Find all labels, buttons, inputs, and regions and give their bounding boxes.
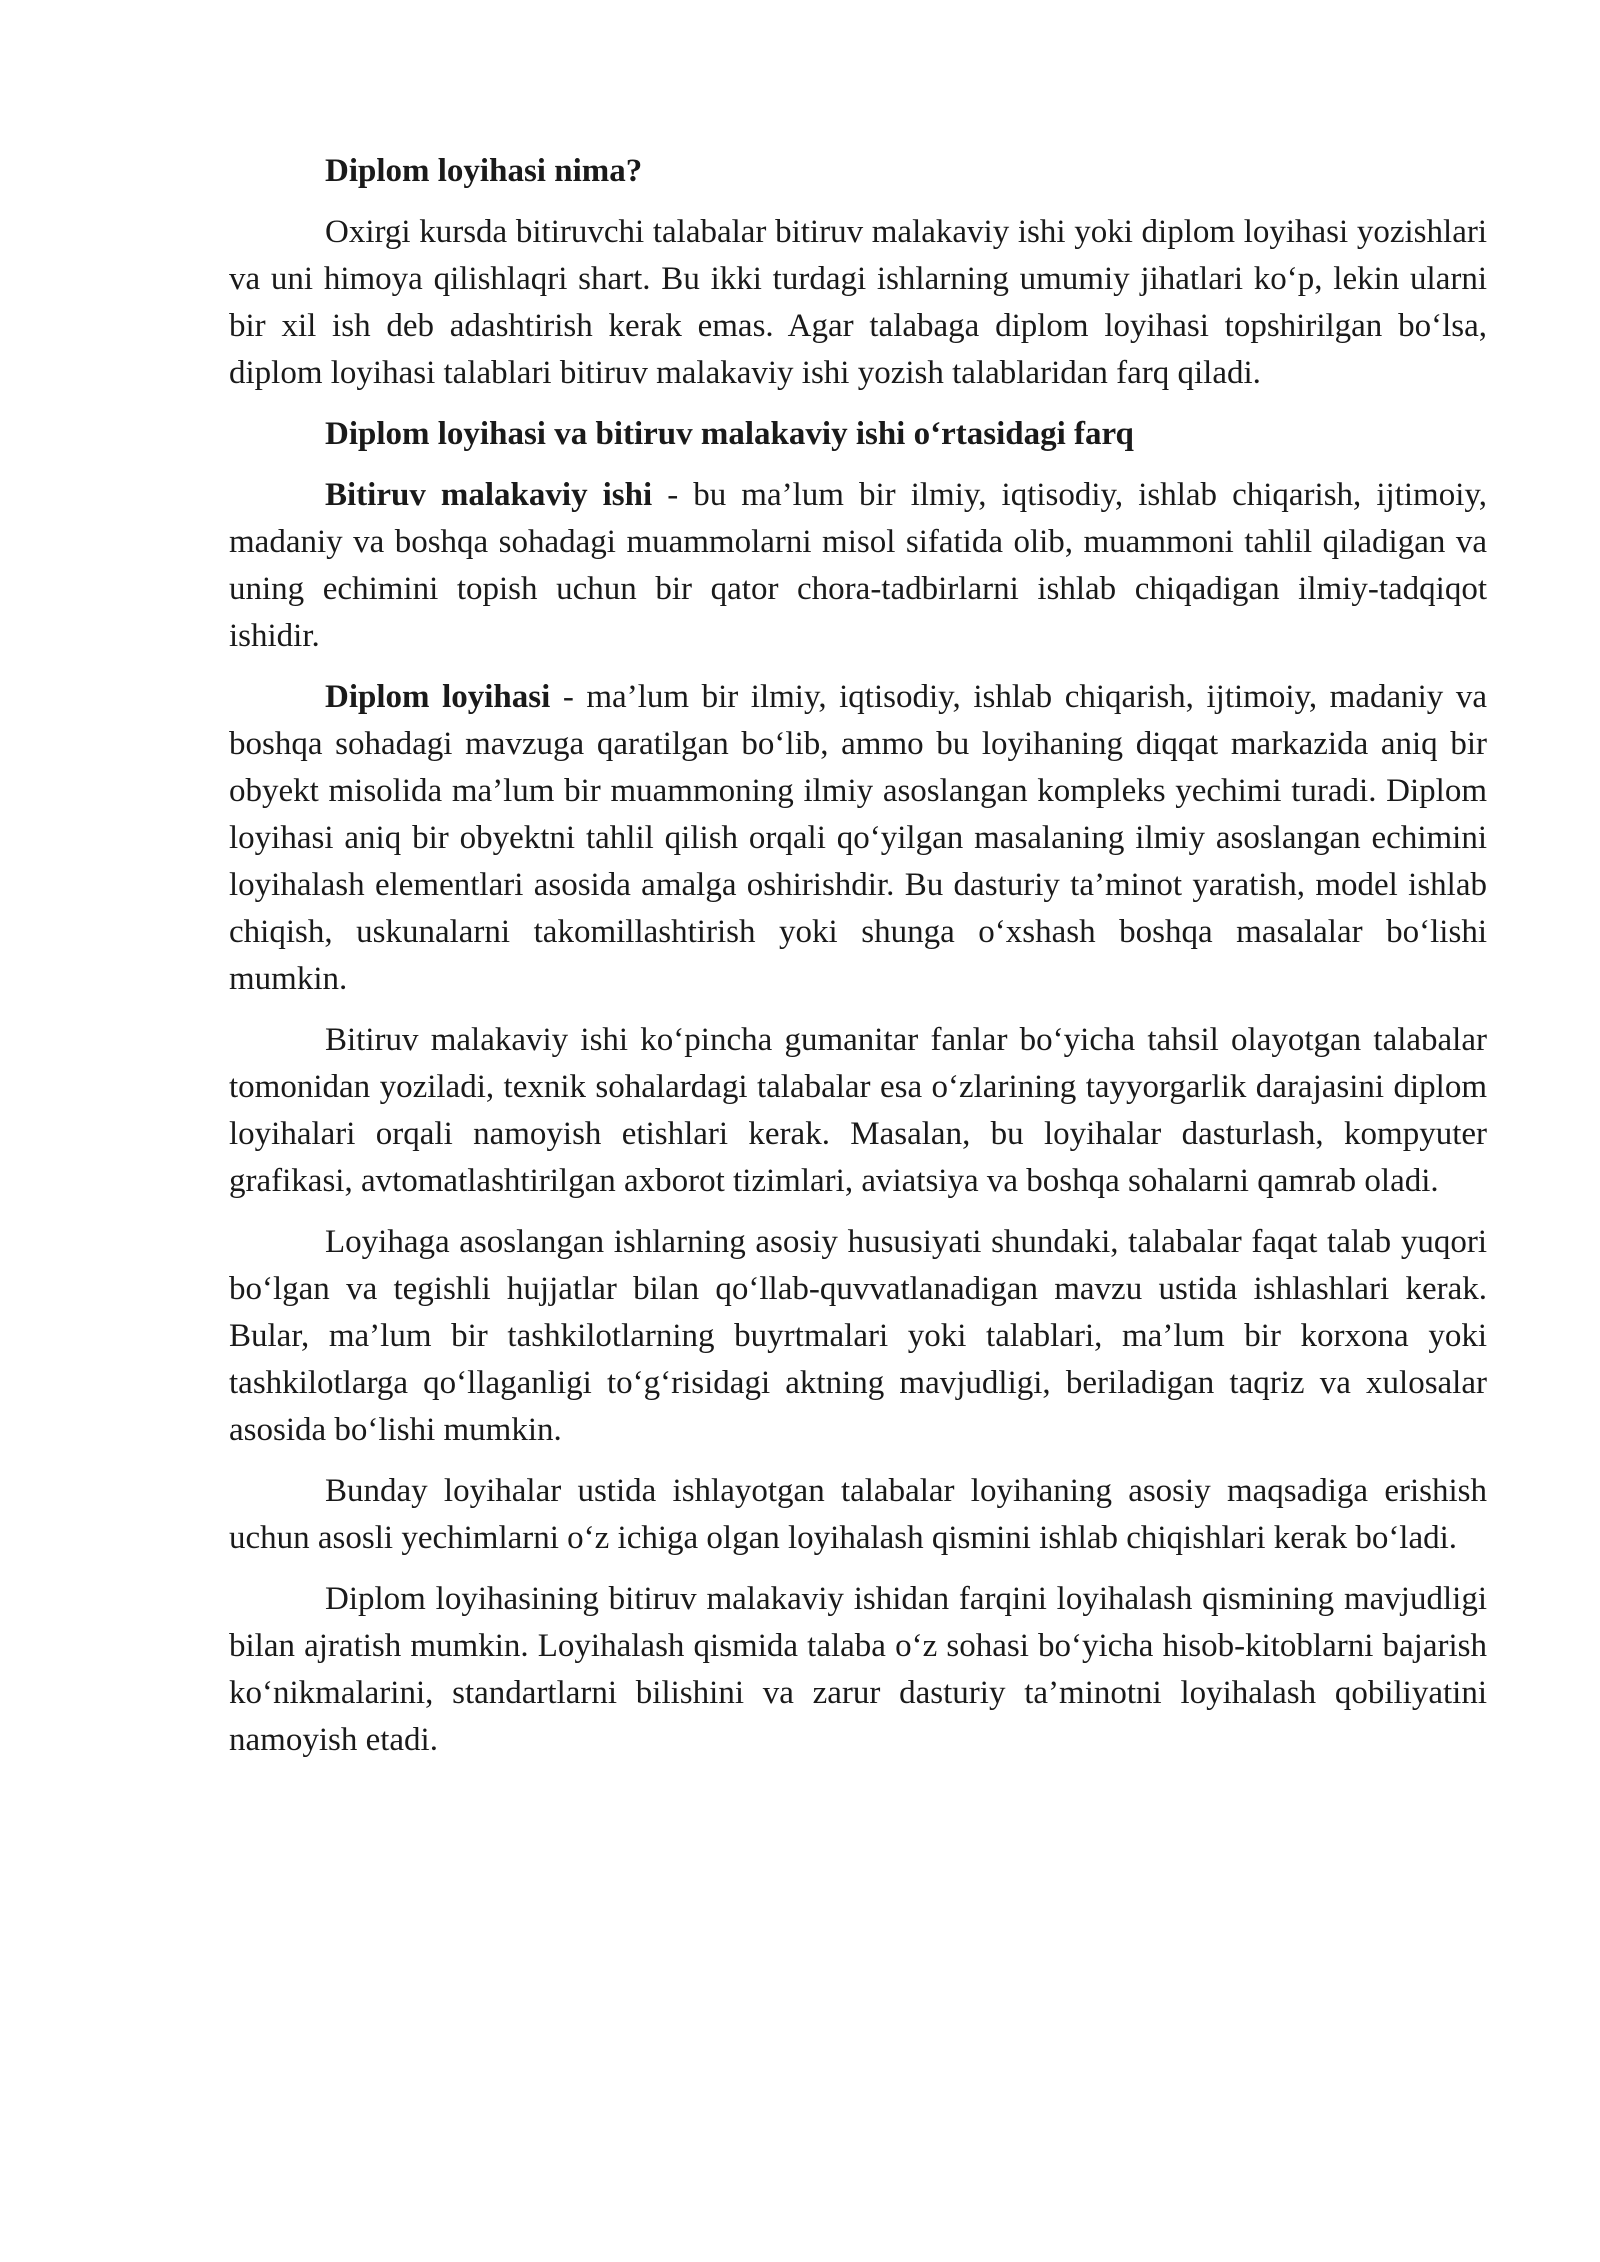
section-heading-difference: Diplom loyihasi va bitiruv malakaviy ishi o‘rtasidagi farq bbox=[325, 416, 1134, 452]
paragraph-distinction: Diplom loyihasining bitiruv malakaviy ishidan farqini loyihalash qismining mavjudligi bilan ajratish mumkin. Loyihalash qismida talaba o‘z sohasi bo‘yicha hisob-kitoblarni bajarish ko‘nikmalarini, standartlarni bilishini va zarur dasturiy ta’minotni loyihalash qobiliyatini namoyish etadi. bbox=[229, 1581, 1487, 1758]
document-page bbox=[229, 148, 1487, 1778]
paragraph-fields: Bitiruv malakaviy ishi ko‘pincha gumanitar fanlar bo‘yicha tahsil olayotgan talabalar tomonidan yoziladi, texnik sohalardagi talabalar esa o‘zlarining tayyorgarlik darajasini diplom loyihalari orqali namoyish etishlari kerak. Masalan, bu loyihalar dasturlash, kompyuter grafikasi, avtomatlashtirilgan axborot tizimlari, aviatsiya va boshqa sohalarni qamrab oladi. bbox=[229, 1022, 1487, 1199]
paragraph-students-working: Bunday loyihalar ustida ishlayotgan talabalar loyihaning asosiy maqsadiga erishish uchun asosli yechimlarni o‘z ichiga olgan loyihalash qismini ishlab chiqishlari kerak bo‘ladi. bbox=[229, 1473, 1487, 1556]
section-heading-what-is-diploma-project: Diplom loyihasi nima? bbox=[325, 153, 643, 189]
term-diploma-project: Diplom loyihasi bbox=[325, 679, 551, 715]
paragraph-project-feature: Loyihaga asoslangan ishlarning asosiy hususiyati shundaki, talabalar faqat talab yuqori bo‘lgan va tegishli hujjatlar bilan qo‘llab-quvvatlanadigan mavzu ustida ishlashlari kerak. Bular, ma’lum bir tashkilotlarning buyrtmalari yoki talablari, ma’lum bir korxona yoki tashkilotlarga qo‘llaganligi to‘g‘risidagi aktning mavjudligi, beriladigan taqriz va xulosalar asosida bo‘lishi mumkin. bbox=[229, 1224, 1487, 1448]
paragraph-thesis-definition bbox=[229, 472, 1487, 660]
definition-thesis: - bu ma’lum bir ilmiy, iqtisodiy, ishlab chiqarish, ijtimoiy, madaniy va boshqa sohadagi muammolarni misol sifatida olib, muammoni tahlil qiladigan va uning echimini topish uchun bir qator chora-tadbirlarni ishlab chiqadigan ilmiy-tadqiqot ishidir. bbox=[229, 477, 1487, 654]
paragraph-diploma-definition bbox=[229, 674, 1487, 1003]
term-thesis: Bitiruv malakaviy ishi bbox=[325, 477, 653, 513]
paragraph-intro: Oxirgi kursda bitiruvchi talabalar bitiruv malakaviy ishi yoki diplom loyihasi yozishlari va uni himoya qilishlaqri shart. Bu ikki turdagi ishlarning umumiy jihatlari ko‘p, lekin ularni bir xil ish deb adashtirish kerak emas. Agar talabaga diplom loyihasi topshirilgan bo‘lsa, diplom loyihasi talablari bitiruv malakaviy ishi yozish talablaridan farq qiladi. bbox=[229, 214, 1487, 391]
definition-diploma-project: - ma’lum bir ilmiy, iqtisodiy, ishlab chiqarish, ijtimoiy, madaniy va boshqa sohadagi mavzuga qaratilgan bo‘lib, ammo bu loyihaning diqqat markazida aniq bir obyekt misolida ma’lum bir muammoning ilmiy asoslangan kompleks yechimi turadi. Diplom loyihasi aniq bir obyektni tahlil qilish orqali qo‘yilgan masalaning ilmiy asoslangan echimini loyihalash elementlari asosida amalga oshirishdir. Bu dasturiy ta’minot yaratish, model ishlab chiqish, uskunalarni takomillashtirish yoki shunga o‘xshash boshqa masalalar bo‘lishi mumkin. bbox=[229, 679, 1487, 997]
